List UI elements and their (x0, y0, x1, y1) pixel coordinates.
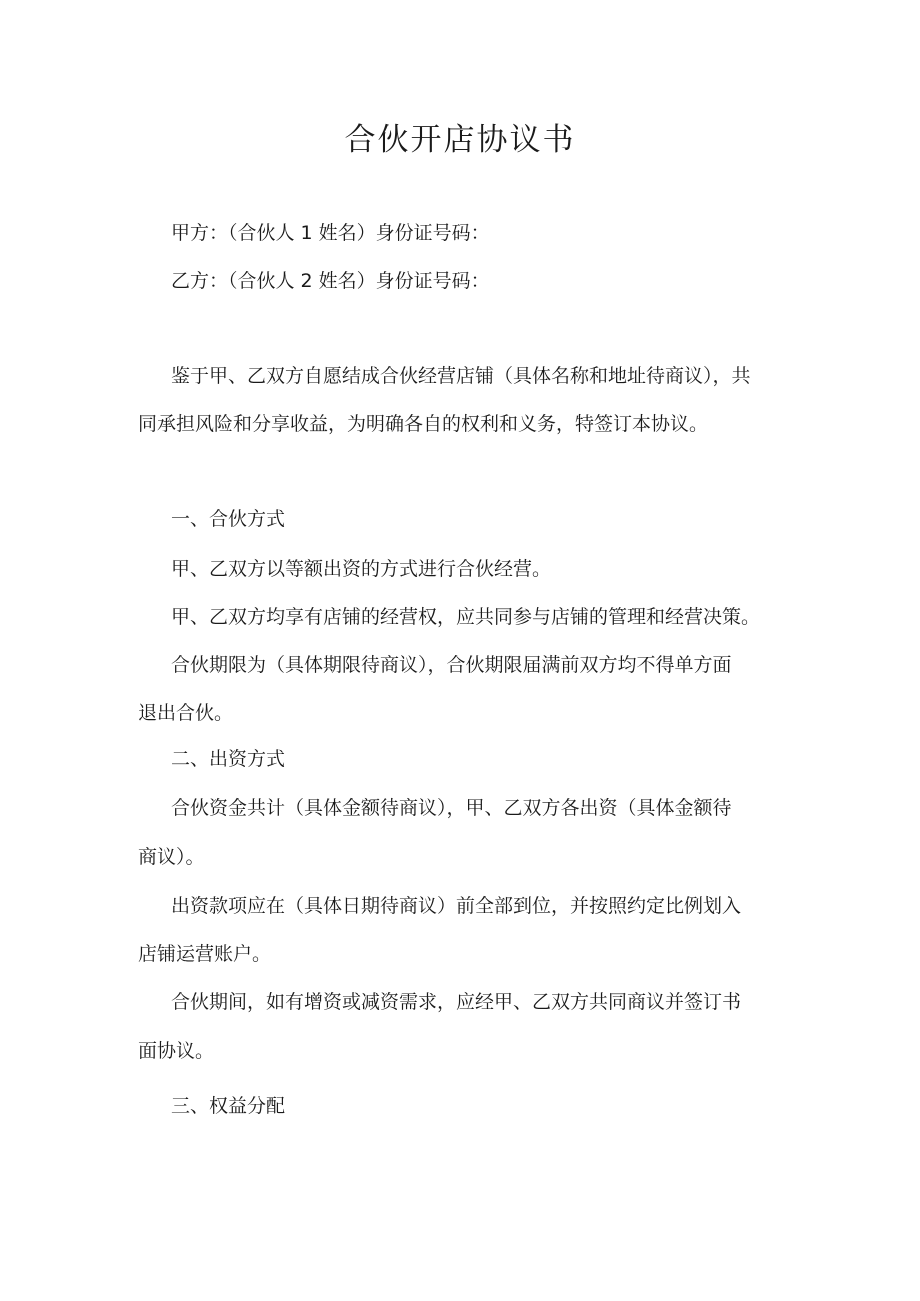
section2-line-3: 出资款项应在（具体日期待商议）前全部到位，并按照约定比例划入 (171, 895, 742, 917)
section1-line-1: 甲、乙双方以等额出资的方式进行合伙经营。 (171, 558, 552, 580)
section2-line-2: 商议）。 (138, 846, 205, 868)
section3-heading: 三、权益分配 (171, 1095, 286, 1117)
section2-line-4: 店铺运营账户。 (138, 943, 272, 965)
party-a-line: 甲方：（合伙人 1 姓名）身份证号码： (171, 222, 490, 244)
section2-heading: 二、出资方式 (171, 748, 286, 770)
preamble-line-2: 同承担风险和分享收益，为明确各自的权利和义务，特签订本协议。 (138, 413, 709, 435)
section2-line-6: 面协议。 (138, 1040, 215, 1062)
section1-line-3: 合伙期限为（具体期限待商议），合伙期限届满前双方均不得单方面 (171, 654, 732, 676)
preamble-line-1: 鉴于甲、乙双方自愿结成合伙经营店铺（具体名称和地址待商议），共 (171, 365, 751, 387)
section2-line-1: 合伙资金共计（具体金额待商议），甲、乙双方各出资（具体金额待 (171, 797, 732, 819)
section1-line-4: 退出合伙。 (138, 702, 234, 724)
section1-heading: 一、合伙方式 (171, 508, 286, 530)
section2-line-5: 合伙期间，如有增资或减资需求，应经甲、乙双方共同商议并签订书 (171, 991, 742, 1013)
party-b-line: 乙方：（合伙人 2 姓名）身份证号码： (171, 270, 490, 292)
document-title: 合伙开店协议书 (344, 122, 576, 158)
section1-line-2: 甲、乙双方均享有店铺的经营权，应共同参与店铺的管理和经营决策。 (171, 606, 761, 628)
